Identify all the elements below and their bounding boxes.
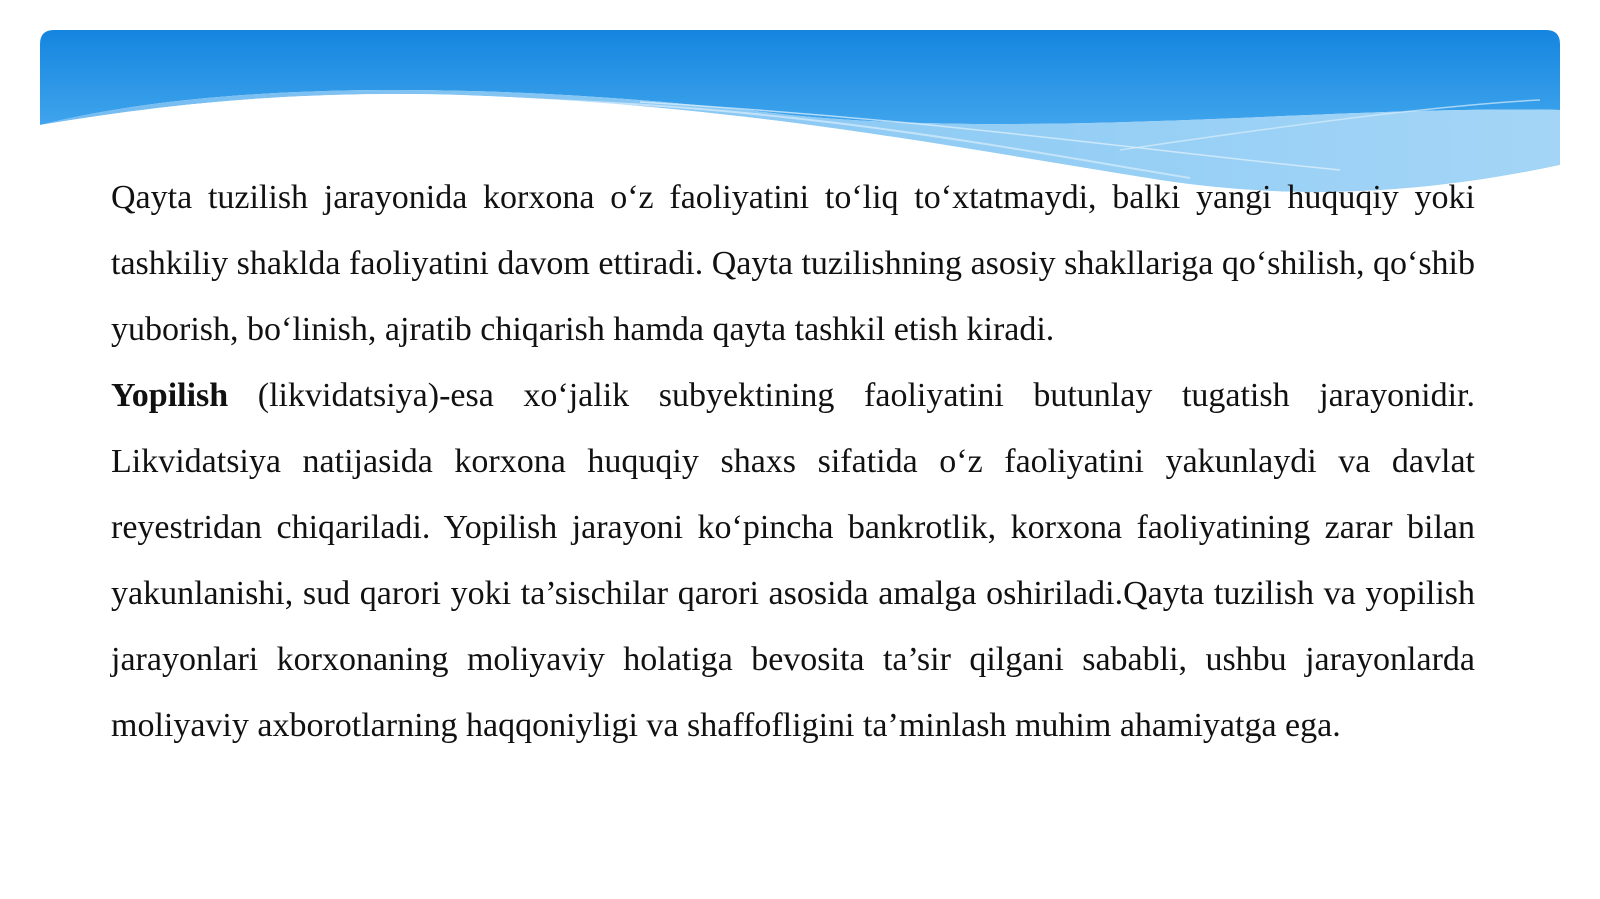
paragraph-restructuring: Qayta tuzilish jarayonida korxona o‘z faoliyatini to‘liq to‘xtatmaydi, balki yangi huquqiy yoki tashkiliy shaklda faoliyatini davom ettiradi. Qayta tuzilishning asosiy shakllariga qo‘shilish, qo‘shib yuborish, bo‘linish, ajratib chiqarish hamda qayta tashkil etish kiradi.: [111, 179, 1475, 348]
term-yopilish: Yopilish: [111, 377, 229, 414]
paragraph-liquidation: [111, 363, 1475, 759]
paragraph-liquidation-body: (likvidatsiya)-esa xo‘jalik subyektining faoliyatini butunlay tugatish jarayonidir. Likvidatsiya natijasida korxona huquqiy shaxs sifatida o‘z faoliyatini yakunlaydi va davlat reyestridan chiqariladi. Yopilish jarayoni ko‘pincha bankrotlik, korxona faoliyatining zarar bilan yakunlanishi, sud qarori yoki ta’sischilar qarori asosida amalga oshiriladi.Qayta tuzilish va yopilish jarayonlari korxonaning moliyaviy holatiga bevosita ta’sir qilgani sababli, ushbu jarayonlarda moliyaviy axborotlarning haqqoniyligi va shaffofligini ta’minlash muhim ahamiyatga ega.: [111, 377, 1475, 744]
slide-body: [111, 165, 1475, 759]
